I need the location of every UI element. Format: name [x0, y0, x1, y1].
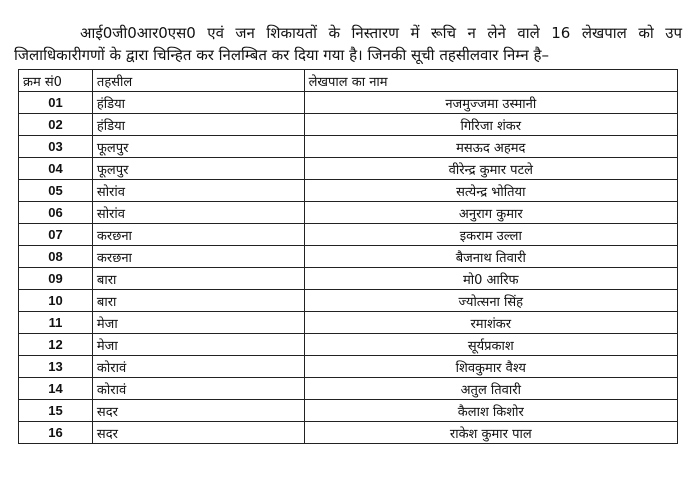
cell-tehsil: कोरावं: [92, 378, 304, 400]
cell-name: इकराम उल्ला: [304, 224, 677, 246]
table-row: [19, 180, 678, 202]
cell-serial: 13: [19, 356, 93, 378]
cell-name: सूर्यप्रकाश: [304, 334, 677, 356]
cell-tehsil: मेजा: [92, 334, 304, 356]
cell-tehsil: करछना: [92, 246, 304, 268]
cell-name: मसऊद अहमद: [304, 136, 677, 158]
table-row: [19, 114, 678, 136]
cell-serial: 10: [19, 290, 93, 312]
cell-serial: 07: [19, 224, 93, 246]
table-row: [19, 290, 678, 312]
table-row: [19, 400, 678, 422]
cell-tehsil: हंडिया: [92, 114, 304, 136]
cell-tehsil: सदर: [92, 422, 304, 444]
cell-serial: 03: [19, 136, 93, 158]
cell-serial: 01: [19, 92, 93, 114]
cell-tehsil: हंडिया: [92, 92, 304, 114]
table-row: [19, 268, 678, 290]
cell-name: ज्योत्सना सिंह: [304, 290, 677, 312]
cell-name: राकेश कुमार पाल: [304, 422, 677, 444]
table-row: [19, 334, 678, 356]
cell-name: गिरिजा शंकर: [304, 114, 677, 136]
cell-serial: 15: [19, 400, 93, 422]
cell-name: अतुल तिवारी: [304, 378, 677, 400]
table-row: [19, 356, 678, 378]
cell-serial: 14: [19, 378, 93, 400]
table-row: [19, 92, 678, 114]
cell-tehsil: करछना: [92, 224, 304, 246]
cell-tehsil: फूलपुर: [92, 136, 304, 158]
cell-serial: 12: [19, 334, 93, 356]
cell-tehsil: मेजा: [92, 312, 304, 334]
cell-tehsil: बारा: [92, 290, 304, 312]
cell-serial: 09: [19, 268, 93, 290]
table-row: [19, 378, 678, 400]
cell-name: शिवकुमार वैश्य: [304, 356, 677, 378]
cell-name: अनुराग कुमार: [304, 202, 677, 224]
cell-name: सत्येन्द्र भोतिया: [304, 180, 677, 202]
cell-name: रमाशंकर: [304, 312, 677, 334]
cell-tehsil: सोरांव: [92, 202, 304, 224]
cell-tehsil: कोरावं: [92, 356, 304, 378]
header-tehsil: तहसील: [92, 70, 304, 92]
intro-paragraph: [14, 22, 682, 66]
header-serial: क्रम सं0: [19, 70, 93, 92]
cell-serial: 11: [19, 312, 93, 334]
table-row: [19, 246, 678, 268]
cell-serial: 06: [19, 202, 93, 224]
table-row: [19, 312, 678, 334]
table-row: [19, 136, 678, 158]
table-body: [19, 92, 678, 444]
table-header-row: [19, 70, 678, 92]
table-row: [19, 422, 678, 444]
lekhpal-table: [18, 69, 678, 444]
cell-name: बैजनाथ तिवारी: [304, 246, 677, 268]
intro-line-1: आई0जी0आर0एस0 एवं जन शिकायतों के निस्तारण में रूचि न लेने वाले 16 लेखपाल को उप: [80, 24, 682, 42]
table-row: [19, 224, 678, 246]
cell-serial: 02: [19, 114, 93, 136]
cell-serial: 05: [19, 180, 93, 202]
cell-serial: 16: [19, 422, 93, 444]
cell-tehsil: सोरांव: [92, 180, 304, 202]
cell-tehsil: सदर: [92, 400, 304, 422]
cell-tehsil: बारा: [92, 268, 304, 290]
table-row: [19, 202, 678, 224]
cell-serial: 04: [19, 158, 93, 180]
cell-name: वीरेन्द्र कुमार पटले: [304, 158, 677, 180]
cell-name: मो0 आरिफ: [304, 268, 677, 290]
cell-name: कैलाश किशोर: [304, 400, 677, 422]
cell-serial: 08: [19, 246, 93, 268]
table-row: [19, 158, 678, 180]
cell-tehsil: फूलपुर: [92, 158, 304, 180]
cell-name: नजमुज्जमा उस्मानी: [304, 92, 677, 114]
header-name: लेखपाल का नाम: [304, 70, 677, 92]
intro-line-2: जिलाधिकारीगणों के द्वारा चिन्हित कर निलम्बित कर दिया गया है। जिनकी सूची तहसीलवार निम्न है–: [14, 46, 549, 64]
